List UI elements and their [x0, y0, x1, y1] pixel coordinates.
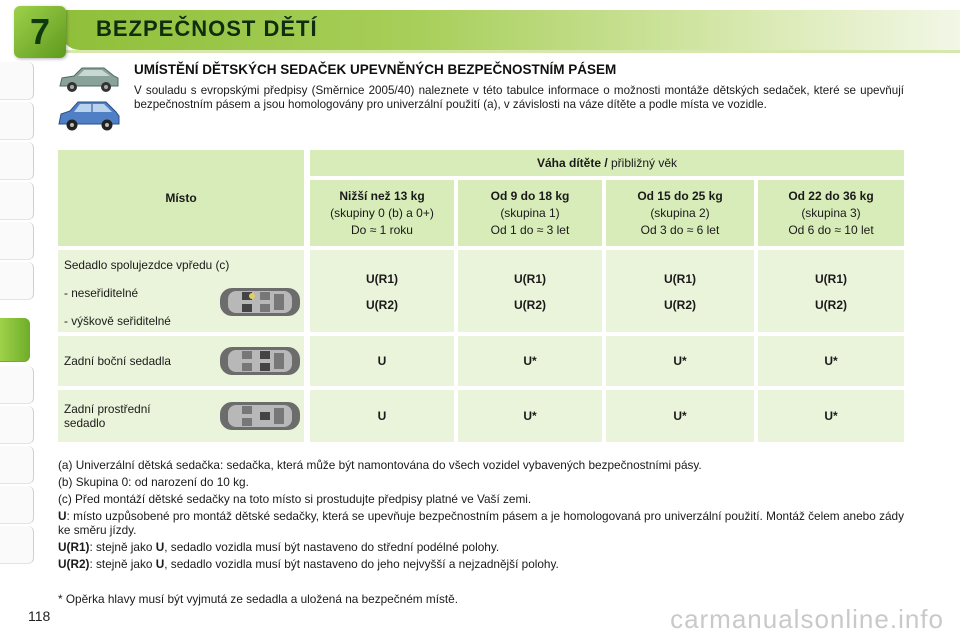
weight-header: [310, 150, 904, 176]
chapter-tab-12[interactable]: [0, 526, 34, 564]
row-rear-side-label: Zadní boční sedadla: [58, 336, 304, 386]
chapter-tab-3[interactable]: [0, 142, 34, 180]
section-title: UMÍSTĚNÍ DĚTSKÝCH SEDAČEK UPEVNĚNÝCH BEZPEČNOSTNÍM PÁSEM: [134, 62, 617, 77]
note-text: : stejně jako: [89, 557, 156, 571]
chapter-tab-1[interactable]: [0, 62, 34, 100]
cell-value: U(R1): [664, 272, 696, 286]
intro-paragraph: V souladu s evropskými předpisy (Směrnice 2005/40) naleznete v této tabulce informace o možnosti montáže dětských sedaček, které se upevňují bezpečnostním pásem a jsou homologovány pro univerzální použití (a), v závislosti na váze dítěte a podle místa ve vozidle.: [134, 84, 904, 111]
car-side-icon: [56, 64, 122, 94]
note-a: (a) Univerzální dětská sedačka: sedačka, která může být namontována do všech vozidel vybavených bezpečnostními pásy.: [58, 458, 702, 472]
cell-r1-g0: [310, 250, 454, 332]
row-label-line2: sedadlo: [64, 416, 106, 430]
chapter-number: 7: [14, 6, 66, 58]
cell-r1-g3: [758, 250, 904, 332]
group-title: Nižší než 13 kg: [339, 189, 425, 203]
group-title: Od 15 do 25 kg: [637, 189, 723, 203]
group-header-2: [606, 180, 754, 246]
row-sub-fixed: - neseřiditelné: [64, 286, 139, 300]
page-header: [0, 0, 960, 58]
cell-r2-g1: U*: [458, 336, 602, 386]
note-text: , sedadlo vozidla musí být nastaveno do jeho nejvyšší a nejzadnější polohy.: [164, 557, 559, 571]
cell-r3-g3: U*: [758, 390, 904, 442]
page-number: 118: [28, 608, 51, 624]
group-header-0: [310, 180, 454, 246]
notes: [58, 458, 904, 574]
note-term: U: [58, 509, 67, 523]
cell-r1-g1: [458, 250, 602, 332]
group-sub: (skupina 3): [801, 206, 861, 220]
car-blue-icon: [56, 98, 122, 134]
row-sub-adjustable: - výškově seřiditelné: [64, 314, 171, 328]
footnote: * Opěrka hlavy musí být vyjmutá ze sedadla a uložená na bezpečném místě.: [58, 592, 458, 606]
cell-r2-g3: U*: [758, 336, 904, 386]
chapter-tab-9[interactable]: [0, 406, 34, 444]
chapter-tab-8[interactable]: [0, 366, 34, 404]
chapter-tab-4[interactable]: [0, 182, 34, 220]
note-u: [58, 509, 904, 537]
cell-r3-g2: U*: [606, 390, 754, 442]
group-age: Od 1 do ≈ 3 let: [490, 223, 570, 237]
note-term: U(R2): [58, 557, 90, 571]
group-sub: (skupina 1): [500, 206, 560, 220]
note-b: (b) Skupina 0: od narození do 10 kg.: [58, 475, 249, 489]
chapter-tab-10[interactable]: [0, 446, 34, 484]
chapter-tabs: [0, 62, 44, 582]
note-text: , sedadlo vozidla musí být nastaveno do střední podélné polohy.: [164, 540, 500, 554]
cell-value: U(R2): [664, 298, 696, 312]
chapter-tab-6[interactable]: [0, 262, 34, 300]
weight-header-bold: Váha dítěte /: [536, 156, 608, 170]
note-ur2: [58, 557, 904, 571]
cell-value: U(R1): [815, 272, 847, 286]
group-sub: (skupiny 0 (b) a 0+): [330, 206, 434, 220]
cell-value: U(R2): [514, 298, 546, 312]
car-seat-diagram-icon: [218, 398, 302, 434]
watermark: carmanualsonline.info: [670, 604, 944, 634]
note-term: U(R1): [58, 540, 90, 554]
group-title: Od 9 do 18 kg: [490, 189, 570, 203]
group-age: Od 6 do ≈ 10 let: [788, 223, 874, 237]
note-ur1: [58, 540, 904, 554]
chapter-tab-2[interactable]: [0, 102, 34, 140]
place-header: Místo: [58, 150, 304, 246]
cell-r2-g0: U: [310, 336, 454, 386]
chapter-tab-7-active[interactable]: [0, 318, 30, 362]
cell-value: U(R2): [366, 298, 398, 312]
cell-r3-g1: U*: [458, 390, 602, 442]
group-age: Do ≈ 1 roku: [351, 223, 413, 237]
cell-value: U(R1): [366, 272, 398, 286]
chapter-tab-11[interactable]: [0, 486, 34, 524]
group-sub: (skupina 2): [650, 206, 710, 220]
car-seat-diagram-icon: [218, 343, 302, 379]
chapter-tab-5[interactable]: [0, 222, 34, 260]
car-seat-diagram-icon: [218, 284, 302, 320]
note-text: : místo uzpůsobené pro montáž dětské sedačky, která se upevňuje bezpečnostním pásem a je homologovaná pro univerzální použití. Montáž čelem anebo zády ke směru jízdy.: [58, 509, 904, 537]
cell-value: U(R1): [514, 272, 546, 286]
cell-r3-g0: U: [310, 390, 454, 442]
note-text: : stejně jako: [89, 540, 156, 554]
group-header-1: [458, 180, 602, 246]
note-term-inline: U: [155, 557, 165, 571]
note-term-inline: U: [155, 540, 165, 554]
weight-header-rest: přibližný věk: [607, 156, 678, 170]
row-label: Sedadlo spolujezdce vpředu (c): [64, 258, 230, 272]
group-title: Od 22 do 36 kg: [788, 189, 874, 203]
cell-r2-g2: U*: [606, 336, 754, 386]
header-divider: [60, 50, 960, 53]
group-header-3: [758, 180, 904, 246]
cell-r1-g2: [606, 250, 754, 332]
page-title: BEZPEČNOST DĚTÍ: [96, 16, 318, 41]
note-c: (c) Před montáží dětské sedačky na toto místo si prostudujte předpisy platné ve Vaší zemi.: [58, 492, 532, 506]
group-age: Od 3 do ≈ 6 let: [640, 223, 720, 237]
row-label-line1: Zadní prostřední: [64, 402, 151, 416]
cell-value: U(R2): [815, 298, 847, 312]
